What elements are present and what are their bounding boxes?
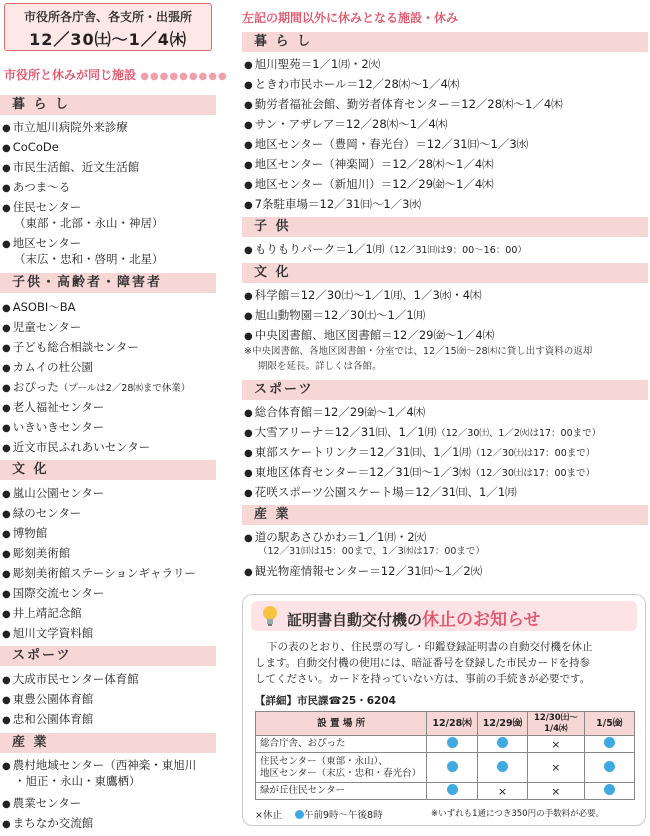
table-header: 12/29㈮ (477, 712, 527, 736)
closed-icon: × (528, 736, 584, 753)
list-item: ● 旭川聖苑＝1／1㈪・2㈫ (244, 57, 381, 71)
available-icon (604, 761, 615, 772)
list-item: ● もりもりパーク＝1／1㈪（12／31㈰は9：00〜16：00） (244, 242, 527, 256)
table-row: 緑が丘住民センター × × (256, 783, 635, 800)
category-sports: スポーツ (242, 380, 648, 400)
library-note-cont: 期限を延長。詳しくは各館。 (258, 361, 382, 372)
table-legend (255, 807, 605, 821)
category-culture: 文 化 (242, 263, 648, 283)
legend-circle-icon (295, 810, 304, 819)
left-section-heading (4, 66, 228, 83)
category-culture: 文 化 (0, 460, 216, 480)
list-item: ● いきいきセンター (2, 420, 105, 434)
available-icon (604, 737, 615, 748)
right-section-heading: 左記の期間以外に休みとなる施設・休み (242, 11, 459, 25)
list-item: ● ASOBI〜BA (2, 300, 76, 314)
opitta-note: （プールは2／28㈬まで休業） (58, 383, 191, 394)
closed-icon: × (477, 783, 527, 800)
list-item: ● あつま〜る (2, 180, 71, 194)
legend-fee-note: ※いずれも1通につき350円の手数料が必要。 (431, 809, 605, 819)
closed-icon: × (528, 783, 584, 800)
category-industry: 産 業 (242, 505, 648, 525)
category-sports: スポーツ (0, 646, 216, 666)
notice-header (251, 601, 637, 631)
machine-schedule-table (255, 711, 635, 800)
list-item: ● 緑のセンター (2, 506, 82, 520)
list-item: ● 井上靖記念館 (2, 606, 82, 620)
list-item: ● 国際交流センター (2, 586, 105, 600)
list-item: ● 老人福祉センター (2, 400, 105, 414)
list-item: ● 東豊公園体育館 (2, 692, 94, 706)
list-item: ● 農業センター (2, 796, 82, 810)
library-note: ※中央図書館、各地区図書館・分室では、12／15㈮〜28㈭に貸し出す資料の返却 (244, 346, 593, 357)
list-item-note: （12／30㈯は17：00まで） (470, 448, 596, 459)
table-header-row (256, 712, 635, 736)
available-icon (447, 737, 458, 748)
list-item: ● おぴった（プールは2／28㈬まで休業） (2, 380, 191, 394)
table-header: 設 置 場 所 (256, 712, 427, 736)
notice-body: 下の表のとおり、住民票の写し・印鑑登録証明書の自動交付機を休止 します。自動交付機の使用には、暗証番号を登録した市民カードを持参 してください。カードを持っていない方は、事前の手続きが必要です。 (255, 641, 593, 685)
notice-detail: 【詳細】市民課☎25・6204 (255, 695, 396, 707)
list-item: ● 彫刻美術館ステーションギャラリー (2, 566, 197, 580)
table-header: 1/5㈮ (584, 712, 634, 736)
category-industry: 産 業 (0, 733, 216, 753)
list-item: ● 彫刻美術館 (2, 546, 71, 560)
list-item: ● 大成市民センター体育館 (2, 672, 139, 686)
list-item: ● 博物館 (2, 526, 48, 540)
list-item: ● 嵐山公園センター (2, 486, 105, 500)
list-item: ● 地区センター（豊岡・春光台）＝12／31㈰〜1／3㈬ (244, 137, 529, 151)
legend-open: 午前9時〜午後8時 (304, 810, 383, 821)
list-item: ● 農村地域センター（西神楽・東旭川 (2, 758, 197, 772)
list-item: ● 東部スケートリンク＝12／31㈰、1／1㈪（12／30㈯は17：00まで） (244, 445, 596, 459)
list-item: ● 地区センター（新旭川）＝12／29㈮〜1／4㈭ (244, 177, 494, 191)
list-item: ● 花咲スポーツ公園スケート場＝12／31㈰、1／1㈪ (244, 485, 517, 499)
table-header: 12/30㈯〜1/4㈭ (528, 712, 584, 736)
list-item: ● ときわ市民ホール＝12／28㈭〜1／4㈭ (244, 77, 460, 91)
category-living: 暮 ら し (242, 32, 648, 52)
list-item: ● 観光物産情報センター＝12／31㈰〜1／2㈫ (244, 564, 483, 578)
city-office-closure-box (4, 3, 212, 51)
list-item-note: （12／30㈯、1／2㈫は17：00まで） (436, 428, 602, 439)
list-item: ● 大雪アリーナ＝12／31㈰、1／1㈪（12／30㈯、1／2㈫は17：00まで） (244, 425, 602, 439)
heading-dots: ●●●●●●●●● (140, 71, 228, 82)
available-icon (497, 737, 508, 748)
list-item: ● 旭山動物園＝12／30㈯〜1／1㈪ (244, 308, 426, 322)
list-item: ● 中央図書館、地区図書館＝12／29㈮〜1／4㈭ (244, 328, 495, 342)
available-icon (604, 784, 615, 795)
category-children: 子 供 (242, 217, 648, 237)
available-icon (447, 761, 458, 772)
list-item-note: （12／31㈰は9：00〜16：00） (384, 245, 527, 256)
list-item: ● まちなか交流館 (2, 816, 94, 830)
list-item: ● 東地区体育センター＝12／31㈰〜1／3㈬（12／30㈯は17：00まで） (244, 465, 596, 479)
office-box-dates: 12／30㈯〜1／4㈭ (29, 30, 187, 49)
list-item-note: （12／30㈯は17：00まで） (470, 468, 596, 479)
certificate-machine-notice (242, 594, 646, 826)
list-item: ● 7条駐車場＝12／31㈰〜1／3㈬ (244, 197, 421, 211)
legend-closed: ×休止 (255, 810, 282, 821)
lightbulb-icon (261, 605, 279, 627)
list-item-sub: （東部・北部・永山・神居） (14, 216, 164, 230)
notice-title: 証明書自動交付機の休止のお知らせ (287, 610, 541, 630)
list-item: ● カムイの杜公園 (2, 360, 94, 374)
list-item: ● CoCoDe (2, 140, 59, 154)
list-item: ● 住民センター (2, 200, 82, 214)
list-item: ● 道の駅あさひかわ＝1／1㈪・2㈫ (244, 530, 427, 544)
list-item: ● 科学館＝12／30㈯〜1／1㈪、1／3㈬・4㈭ (244, 288, 482, 302)
list-item: ● サン・アザレア＝12／28㈭〜1／4㈭ (244, 117, 448, 131)
table-row: 住民センター（東部・永山）、 地区センター（末広・忠和・春光台） × (256, 753, 635, 783)
list-item-sub: （末広・忠和・啓明・北星） (14, 252, 164, 266)
list-item: ● 忠和公園体育館 (2, 712, 94, 726)
list-item: ● 地区センター（神楽岡）＝12／28㈭〜1／4㈭ (244, 157, 494, 171)
list-item: ● 近文市民ふれあいセンター (2, 440, 151, 454)
list-item: ● 市民生活館、近文生活館 (2, 160, 140, 174)
closed-icon: × (528, 753, 584, 783)
list-item: ● 児童センター (2, 320, 82, 334)
list-item: ● 地区センター (2, 236, 82, 250)
table-row: 総合庁舎、おぴった × (256, 736, 635, 753)
list-item: ● 勤労者福祉会館、勤労者体育センター＝12／28㈭〜1／4㈭ (244, 97, 563, 111)
list-item: ● 市立旭川病院外来診療 (2, 120, 128, 134)
list-item: ● 子ども総合相談センター (2, 340, 139, 354)
left-column (0, 0, 228, 836)
table-header: 12/28㈭ (427, 712, 477, 736)
list-item: ● 総合体育館＝12／29㈮〜1／4㈭ (244, 405, 426, 419)
available-icon (447, 784, 458, 795)
list-item: ● 旭川文学資料館 (2, 626, 94, 640)
available-icon (497, 761, 508, 772)
list-item-sub: ・旭正・永山・東鷹栖） (14, 774, 141, 788)
category-children-elderly: 子供・高齢者・障害者 (0, 273, 216, 293)
office-box-label: 市役所各庁舎、各支所・出張所 (23, 10, 192, 24)
list-item-note: （12／31㈰は15：00まで、1／3㈬は17：00まで） (258, 546, 485, 557)
left-heading-text: 市役所と休みが同じ施設 (4, 68, 137, 82)
category-living: 暮 ら し (0, 95, 216, 115)
